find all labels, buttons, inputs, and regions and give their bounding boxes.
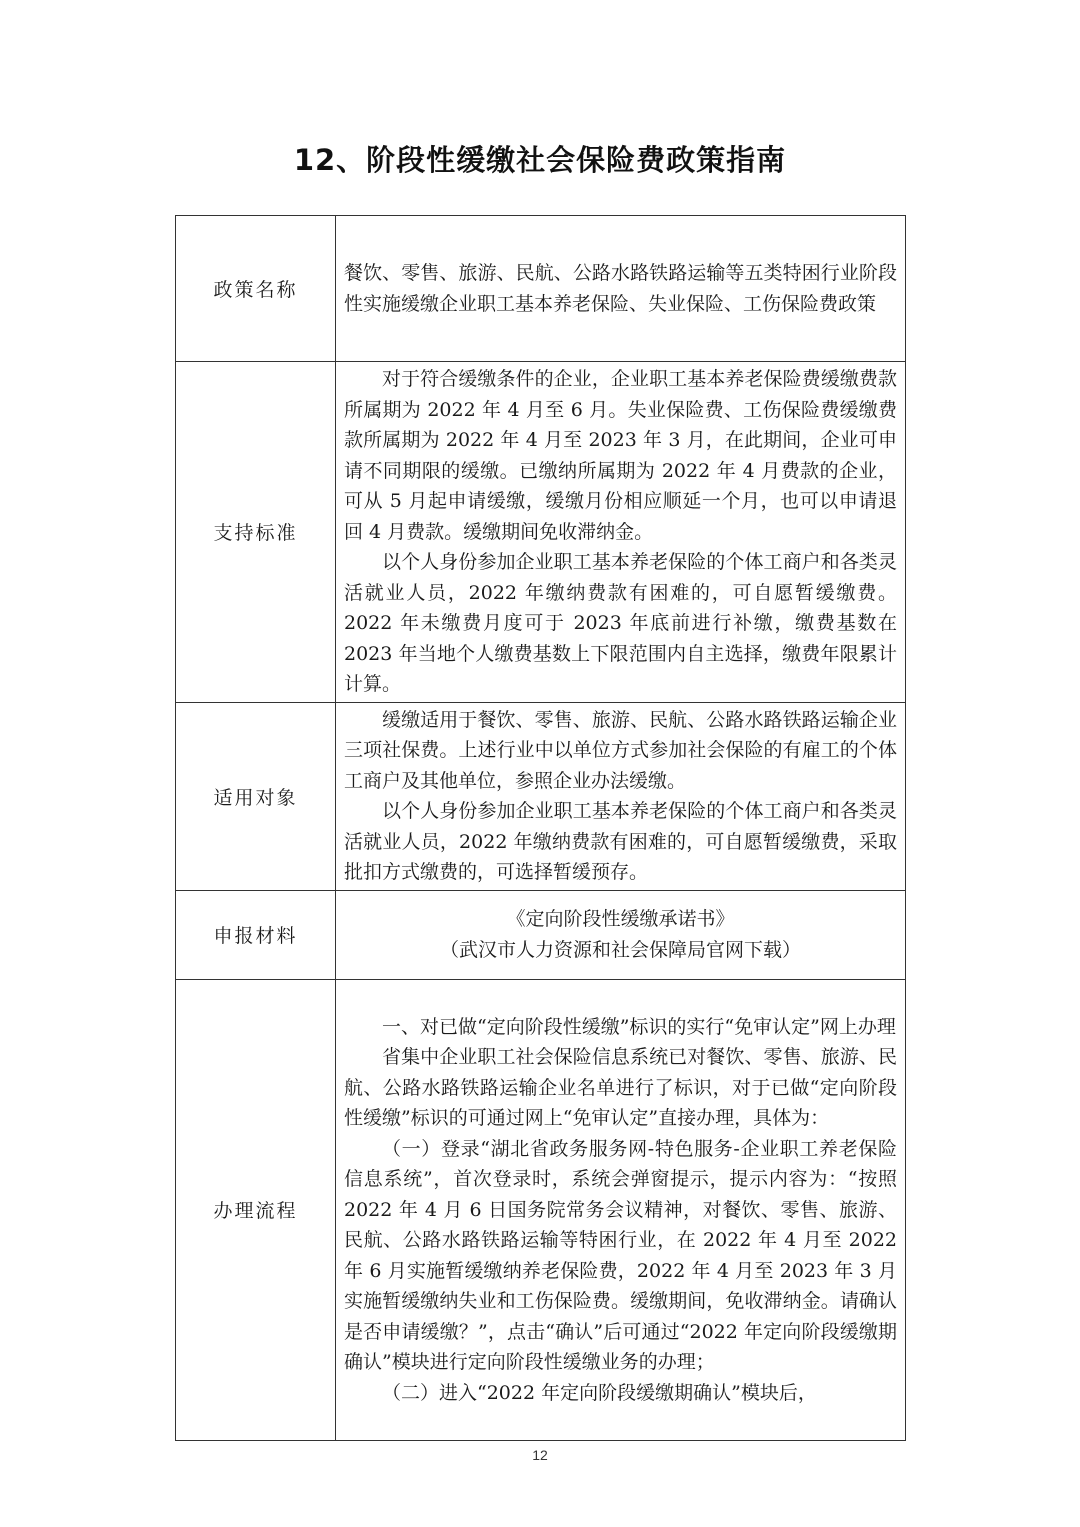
row-content-materials (336, 890, 906, 979)
table-row (176, 362, 906, 703)
paragraph: 对于符合缓缴条件的企业，企业职工基本养老保险费缓缴费款所属期为 2022 年 4 月至 6 月。失业保险费、工伤保险费缓缴费款所属期为 2022 年 4 月至 2023 年 3 月，在此期间，企业可申请不同期限的缓缴。已缴纳所属期为 2022 年 4 月费款的企业，可从 5 月起申请缓缴，缓缴月份相应顺延一个月，也可以申请退回 4 月费款。缓缴期间免收滞纳金。 (344, 368, 897, 543)
paragraph: 以个人身份参加企业职工基本养老保险的个体工商户和各类灵活就业人员，2022 年缴纳费款有困难的，可自愿暂缓缴费，采取批扣方式缴费的，可选择暂缓预存。 (344, 800, 897, 883)
row-label-support-standard: 支持标准 (176, 362, 336, 703)
paragraph: 以个人身份参加企业职工基本养老保险的个体工商户和各类灵活就业人员，2022 年缴纳费款有困难的，可自愿暂缓缴费。2022 年未缴费月度可于 2023 年底前进行补缴，缴费基数在 2023 年当地个人缴费基数上下限范围内自主选择，缴费年限累计计算。 (344, 551, 897, 695)
row-label-applicable-target: 适用对象 (176, 702, 336, 890)
row-label-policy-name: 政策名称 (176, 216, 336, 362)
table-row (176, 979, 906, 1440)
policy-table (175, 215, 906, 1441)
paragraph: 一、对已做“定向阶段性缓缴”标识的实行“免审认定”网上办理 (382, 1015, 896, 1038)
row-content-applicable-target (336, 702, 906, 890)
material-title: 《定向阶段性缓缴承诺书》 (506, 908, 735, 930)
table-row (176, 890, 906, 979)
row-content-policy-name (336, 216, 906, 362)
page-number: 12 (532, 1447, 548, 1463)
paragraph: 省集中企业职工社会保险信息系统已对餐饮、零售、旅游、民航、公路水路铁路运输企业名单进行了标识，对于已做“定向阶段性缓缴”标识的可通过网上“免审认定”直接办理，具体为： (344, 1046, 897, 1130)
page-title: 12、阶段性缓缴社会保险费政策指南 (293, 143, 787, 177)
paragraph: （一）登录“湖北省政务服务网-特色服务-企业职工养老保险信息系统”，首次登录时，系统会弹窗提示，提示内容为：“按照 2022 年 4 月 6 日国务院常务会议精神，对餐饮、零售、旅游、民航、公路水路铁路运输等特困行业，在 2022 年 4 月至 2022 年 6 月实施暂缓缴纳养老保险费，2022 年 4 月至 2023 年 3 月实施暂缓缴纳失业和工伤保险费。缓缴期间，免收滞纳金。请确认是否申请缓缴？”，点击“确认”后可通过“2022 年定向阶段缓缴期确认”模块进行定向阶段性缓缴业务的办理； (344, 1137, 897, 1374)
paragraph: （二）进入“2022 年定向阶段缓缴期确认”模块后， (382, 1381, 817, 1404)
material-source: （武汉市人力资源和社会保障局官网下载） (439, 938, 801, 961)
paragraph: 缓缴适用于餐饮、零售、旅游、民航、公路水路铁路运输企业三项社保费。上述行业中以单位方式参加社会保险的有雇工的个体工商户及其他单位，参照企业办法缓缴。 (344, 708, 897, 792)
row-label-materials: 申报材料 (176, 890, 336, 979)
table-row (176, 216, 906, 362)
row-content-support-standard (336, 362, 906, 703)
policy-name-text: 餐饮、零售、旅游、民航、公路水路铁路运输等五类特困行业阶段性实施缓缴企业职工基本养老保险、失业保险、工伤保险费政策 (344, 262, 897, 315)
row-label-process: 办理流程 (176, 979, 336, 1440)
table-row (176, 702, 906, 890)
row-content-process (336, 979, 906, 1440)
